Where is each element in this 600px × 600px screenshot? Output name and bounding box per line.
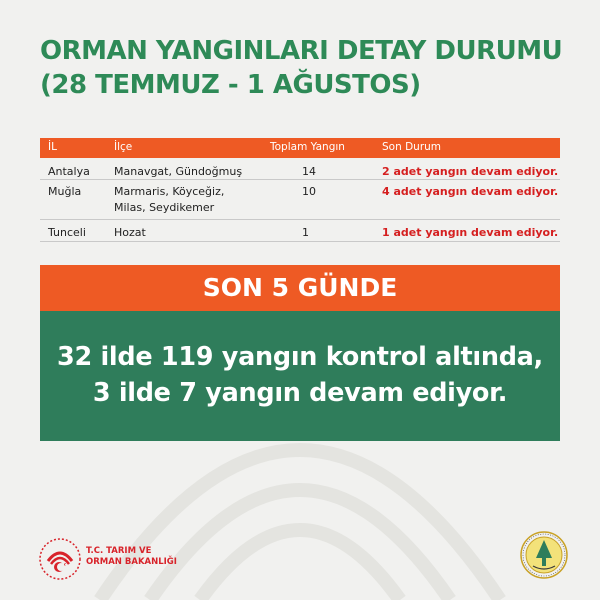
- cell-ilce: Manavgat, Gündoğmuş: [114, 165, 243, 178]
- cell-son-durum: 4 adet yangın devam ediyor.: [382, 185, 559, 198]
- header-il: İL: [48, 141, 57, 153]
- son-5-gunde-banner: SON 5 GÜNDE: [40, 265, 560, 311]
- cell-toplam: 1: [302, 226, 309, 239]
- cell-toplam: 14: [302, 165, 316, 178]
- summary-box: [40, 311, 560, 441]
- table-row: [40, 180, 560, 220]
- page-title: [40, 34, 570, 102]
- cell-son-durum: 2 adet yangın devam ediyor.: [382, 165, 559, 178]
- cell-ilce: Marmaris, Köyceğiz,: [114, 185, 225, 198]
- ministry-line-2: ORMAN BAKANLIĞI: [86, 557, 177, 567]
- cell-il: Tunceli: [48, 226, 86, 239]
- cell-toplam: 10: [302, 185, 316, 198]
- cell-son-durum: 1 adet yangın devam ediyor.: [382, 226, 559, 239]
- cell-ilce-cont: Milas, Seydikemer: [114, 201, 215, 214]
- summary-line-1: 32 ilde 119 yangın kontrol altında,: [57, 342, 543, 372]
- ministry-name: [86, 546, 177, 568]
- ministry-line-1: T.C. TARIM VE: [86, 546, 152, 556]
- table-row: [40, 158, 560, 180]
- fire-status-table: [40, 138, 560, 242]
- cell-ilce: Hozat: [114, 226, 146, 239]
- table-row: [40, 220, 560, 242]
- title-line-1: ORMAN YANGINLARI DETAY DURUMU: [40, 36, 563, 66]
- summary-line-2: 3 ilde 7 yangın devam ediyor.: [92, 378, 508, 408]
- header-toplam: Toplam Yangın: [270, 141, 345, 153]
- cell-il: Muğla: [48, 185, 82, 198]
- table-header: [40, 138, 560, 158]
- title-line-2: (28 TEMMUZ - 1 AĞUSTOS): [40, 70, 421, 100]
- forestry-seal-icon: [519, 530, 569, 580]
- header-ilce: İlçe: [114, 141, 133, 153]
- header-son-durum: Son Durum: [382, 141, 442, 153]
- cell-il: Antalya: [48, 165, 90, 178]
- ministry-emblem-icon: [38, 537, 82, 581]
